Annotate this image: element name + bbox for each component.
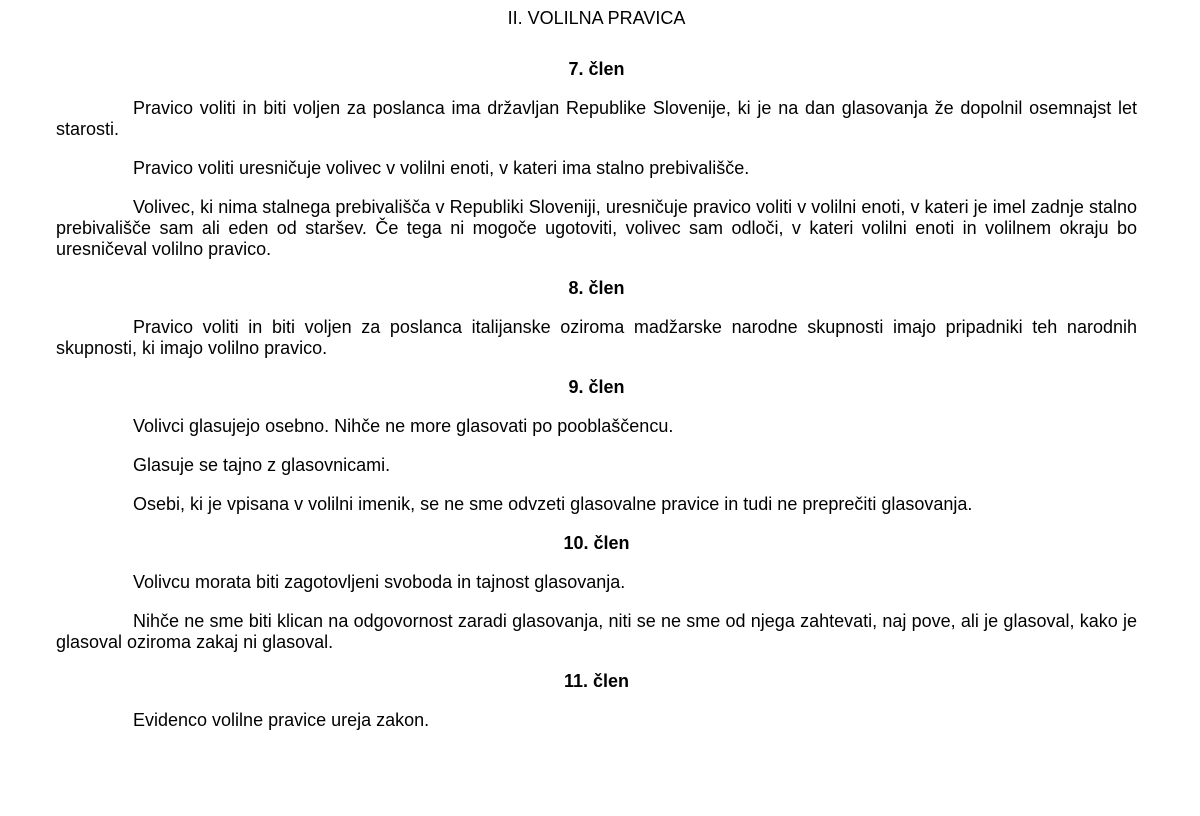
- article-9: [56, 377, 1137, 515]
- paragraph: Pravico voliti in biti voljen za poslanca italijanske oziroma madžarske narodne skupnosti imajo pripadniki teh narodnih skupnosti, ki imajo volilno pravico.: [56, 317, 1137, 358]
- paragraph: Volivci glasujejo osebno. Nihče ne more glasovati po pooblaščencu.: [133, 416, 674, 436]
- article-8: [56, 278, 1137, 359]
- document-page: [56, 8, 1137, 746]
- paragraph: Pravico voliti uresničuje volivec v volilni enoti, v kateri ima stalno prebivališče.: [133, 158, 750, 178]
- paragraph: Evidenco volilne pravice ureja zakon.: [133, 710, 430, 730]
- paragraph: Osebi, ki je vpisana v volilni imenik, se ne sme odvzeti glasovalne pravice in tudi ne preprečiti glasovanja.: [133, 494, 973, 514]
- article-heading: 9. člen: [568, 377, 625, 397]
- paragraph: Nihče ne sme biti klican na odgovornost zaradi glasovanja, niti se ne sme od njega zahtevati, naj pove, ali je glasoval, kako je glasoval oziroma zakaj ni glasoval.: [56, 611, 1137, 652]
- paragraph: Volivcu morata biti zagotovljeni svoboda in tajnost glasovanja.: [133, 572, 626, 592]
- section-title: II. VOLILNA PRAVICA: [507, 8, 686, 28]
- article-heading: 11. člen: [563, 671, 630, 691]
- article-10: [56, 533, 1137, 653]
- article-heading: 7. člen: [568, 59, 625, 79]
- article-7: [56, 59, 1137, 260]
- paragraph: Pravico voliti in biti voljen za poslanca ima državljan Republike Slovenije, ki je na dan glasovanja že dopolnil osemnajst let starosti.: [56, 98, 1137, 139]
- paragraph: Glasuje se tajno z glasovnicami.: [133, 455, 391, 475]
- article-heading: 8. člen: [568, 278, 625, 298]
- paragraph: Volivec, ki nima stalnega prebivališča v Republiki Sloveniji, uresničuje pravico voliti v volilni enoti, v kateri je imel zadnje stalno prebivališče sam ali eden od staršev. Če tega ni mogoče ugotoviti, volivec sam odloči, v kateri volilni enoti in volilnem okraju bo uresničeval volilno pravico.: [56, 197, 1137, 259]
- article-11: [56, 671, 1137, 731]
- article-heading: 10. člen: [563, 533, 630, 553]
